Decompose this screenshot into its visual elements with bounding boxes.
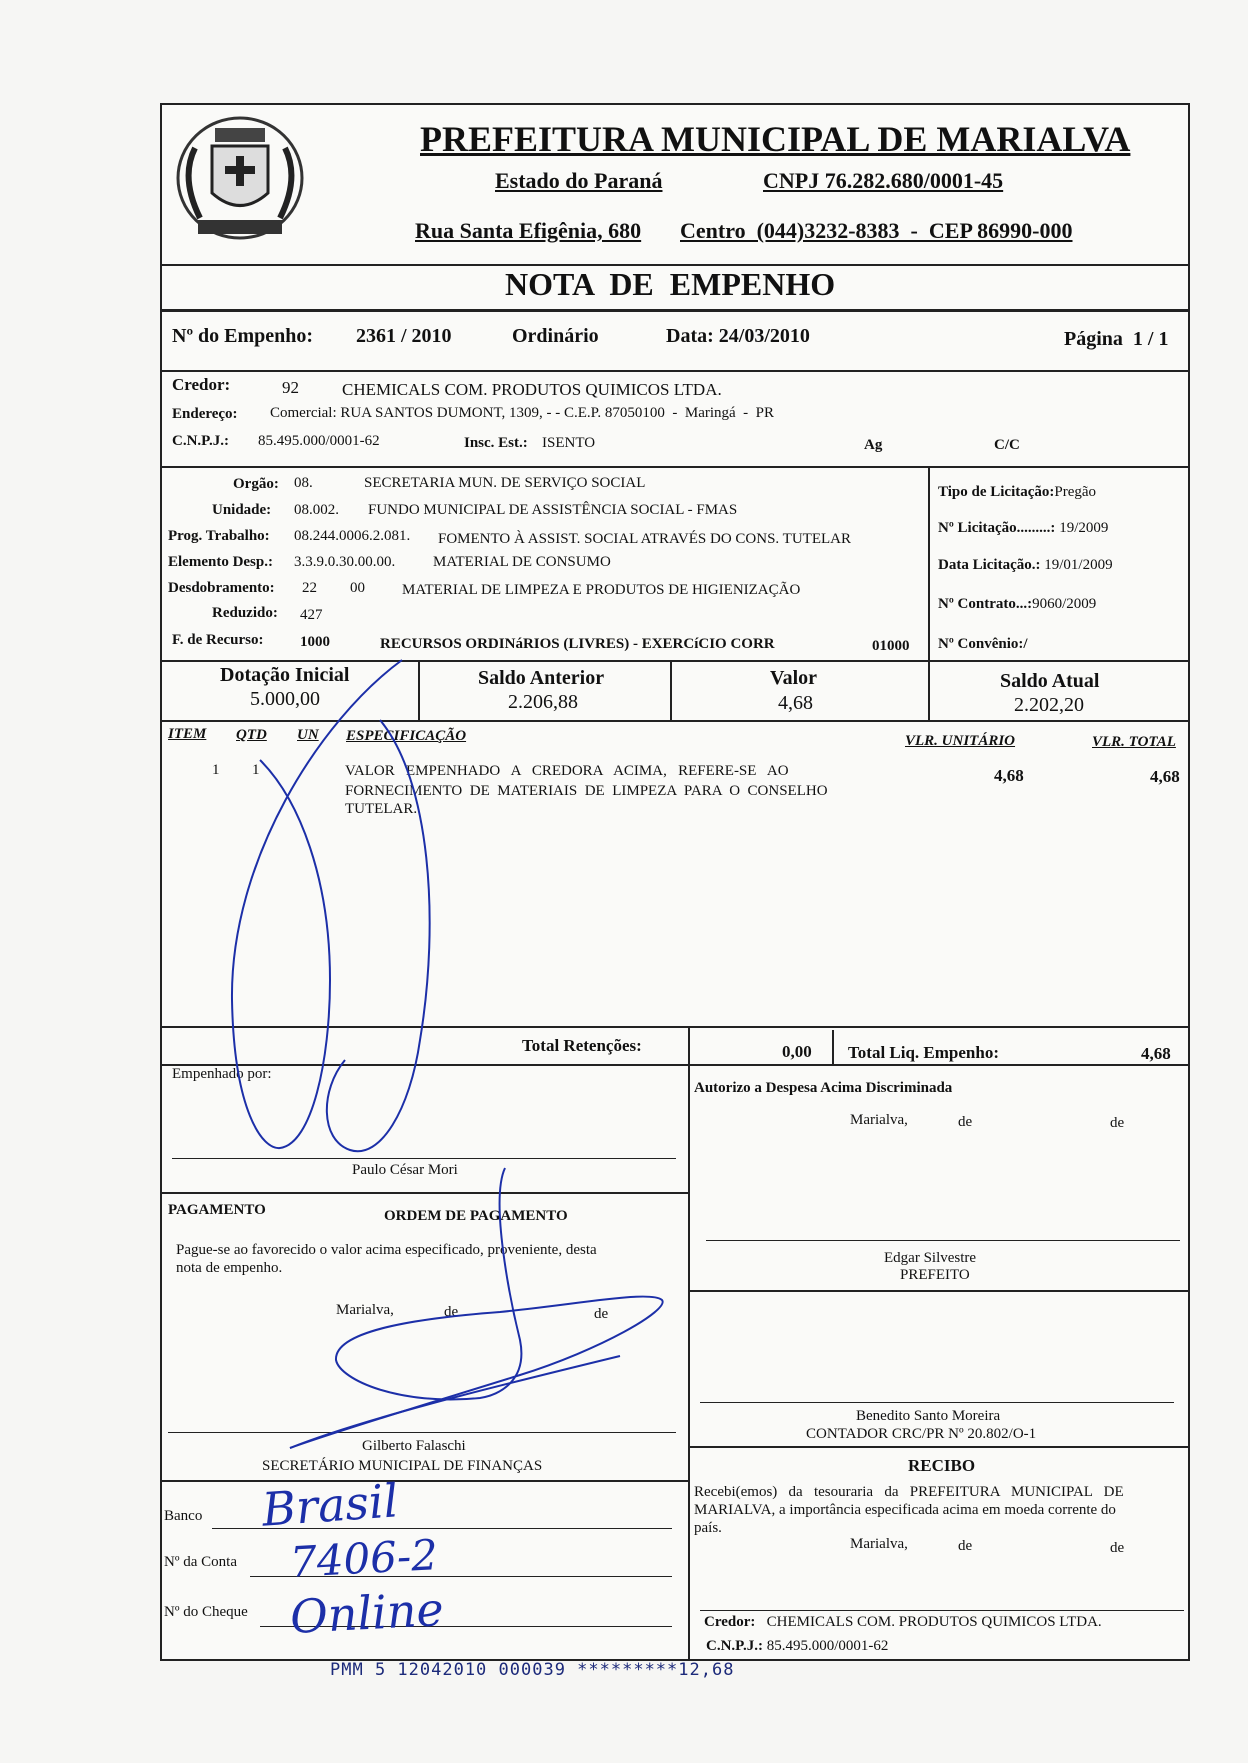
credor-cnpj: 85.495.000/0001-62 [258,433,380,449]
valor-value: 4,68 [778,692,813,714]
conta-handwritten: 7406-2 [288,1530,439,1587]
orgao-code: 08. [294,475,313,491]
autorizo-label: Autorizo a Despesa Acima Discriminada [694,1080,953,1096]
endereco-value: Comercial: RUA SANTOS DUMONT, 1309, - - C.E.P. 87050100 - Maringá - PR [270,405,775,421]
divider [160,1026,1190,1028]
autorizo-de-2: de [1110,1115,1125,1131]
unidade-name: FUNDO MUNICIPAL DE ASSISTÊNCIA SOCIAL - FMAS [368,502,738,518]
contrato-value: 9060/2009 [1032,596,1097,612]
recibo-credor [704,1614,1102,1631]
empenhado-por-label: Empenhado por: [172,1066,272,1082]
divider [418,660,420,720]
data-licitacao [938,557,1113,574]
pagamento-de-1: de [444,1304,459,1320]
data-licitacao-label: Data Licitação.: [938,557,1041,573]
unidade-label: Unidade: [212,502,272,518]
tipo-licitacao [938,484,1096,501]
recibo-cnpj-label: C.N.P.J.: [706,1638,763,1654]
saldo-anterior-value: 2.206,88 [508,691,578,713]
autorizo-place: Marialva, [850,1112,908,1128]
recibo-de-1: de [958,1538,973,1554]
divider [160,370,1190,372]
reduzido-label: Reduzido: [212,605,278,621]
saldo-anterior-label: Saldo Anterior [478,667,605,689]
prog-trabalho-code: 08.244.0006.2.081. [294,528,411,544]
divider [688,1064,690,1661]
cheque-handwritten: Online [288,1582,445,1644]
valor-label: Valor [770,667,818,689]
contador-name: Benedito Santo Moreira [856,1408,1001,1424]
col-vlr-total-header: VLR. TOTAL [1092,734,1176,750]
total-liquido-label: Total Liq. Empenho: [848,1043,999,1062]
empenhado-signer: Paulo César Mori [352,1162,458,1178]
empenho-date: Data: 24/03/2010 [666,325,810,347]
prefeito-role: PREFEITO [900,1267,970,1283]
recurso-name: RECURSOS ORDINáRIOS (LIVRES) - EXERCíCIO CORR [380,636,775,652]
recurso-code: 1000 [300,634,330,650]
total-retencoes-label: Total Retenções: [522,1036,642,1055]
pagamento-text-line2: nota de empenho. [176,1260,283,1276]
divider [160,720,1190,722]
divider [160,660,1190,662]
pagamento-place: Marialva, [336,1302,394,1318]
street-label: Rua Santa Efigênia, 680 [415,218,642,243]
total-liquido-value: 4,68 [1141,1044,1171,1063]
ordem-pagamento-label: ORDEM DE PAGAMENTO [384,1208,568,1224]
col-item-header: ITEM [168,726,207,742]
table-row-item: 1 [212,762,220,778]
contrato [938,596,1096,613]
divider [688,1446,1190,1448]
empenho-number: 2361 / 2010 [356,325,452,347]
saldo-atual-value: 2.202,20 [1014,694,1084,716]
table-row-total-value: 4,68 [1150,767,1180,786]
secretario-role: SECRETÁRIO MUNICIPAL DE FINANÇAS [262,1458,543,1474]
recurso-code-2: 01000 [872,638,910,654]
recibo-text-line3: país. [694,1520,722,1536]
numero-licitacao-label: Nº Licitação.........: [938,520,1056,536]
recibo-cnpj-value: 85.495.000/0001-62 [766,1638,889,1654]
credor-label: Credor: [172,375,231,394]
convenio-label: Nº Convênio:/ [938,636,1028,652]
divider [160,1192,690,1194]
credor-code: 92 [282,378,299,397]
empenho-type: Ordinário [512,325,599,347]
table-row-spec-line3: TUTELAR. [345,801,418,817]
total-retencoes-value: 0,00 [782,1042,812,1061]
recibo-text-line2: MARIALVA, a importância especificada acima em moeda corrente do [694,1502,1116,1518]
contact-label: Centro (044)3232-8383 - CEP 86990-000 [680,218,1073,243]
divider [832,1030,834,1064]
recibo-credor-label: Credor: [704,1614,756,1630]
saldo-atual-label: Saldo Atual [1000,670,1100,692]
divider [160,466,1190,468]
municipality-title: PREFEITURA MUNICIPAL DE MARIALVA [420,119,1131,159]
divider [670,660,672,720]
orgao-name: SECRETARIA MUN. DE SERVIÇO SOCIAL [364,475,646,491]
recibo-de-2: de [1110,1540,1125,1556]
endereco-label: Endereço: [172,406,238,422]
col-vlr-unitario-header: VLR. UNITÁRIO [905,733,1016,749]
elemento-name: MATERIAL DE CONSUMO [433,554,611,570]
signature-line [172,1158,676,1159]
empenho-number-label: Nº do Empenho: [172,325,314,347]
tipo-licitacao-label: Tipo de Licitação: [938,484,1055,500]
dotacao-inicial-label: Dotação Inicial [220,664,350,686]
secretario-name: Gilberto Falaschi [362,1438,466,1454]
prefeito-name: Edgar Silvestre [884,1250,977,1266]
divider [928,660,930,720]
insc-value: ISENTO [542,435,596,451]
banco-handwritten: Brasil [260,1473,400,1537]
elemento-label: Elemento Desp.: [168,554,273,570]
page-number: Página 1 / 1 [1064,328,1169,350]
table-row-unit-value: 4,68 [994,766,1024,785]
recibo-credor-name: CHEMICALS COM. PRODUTOS QUIMICOS LTDA. [766,1614,1102,1630]
recibo-text-line1: Recebi(emos) da tesouraria da PREFEITURA MUNICIPAL DE [694,1484,1124,1500]
signature-line [700,1610,1184,1611]
divider [160,1480,690,1482]
conta-label: Nº da Conta [164,1554,237,1570]
conta-corrente-label: C/C [994,437,1020,453]
signature-line [706,1240,1180,1241]
unidade-code: 08.002. [294,502,339,518]
pagamento-label: PAGAMENTO [168,1202,266,1218]
recibo-place: Marialva, [850,1536,908,1552]
contrato-label: Nº Contrato...: [938,596,1033,612]
signature-line [168,1432,676,1433]
divider [160,309,1190,312]
divider [928,466,930,662]
credor-name: CHEMICALS COM. PRODUTOS QUIMICOS LTDA. [342,380,722,399]
pagamento-text-line1: Pague-se ao favorecido o valor acima especificado, proveniente, desta [176,1242,597,1258]
prog-trabalho-label: Prog. Trabalho: [168,528,270,544]
desdobramento-label: Desdobramento: [168,580,275,596]
recurso-label: F. de Recurso: [172,632,264,648]
desdobramento-subcode: 00 [350,580,365,596]
recibo-label: RECIBO [908,1456,976,1475]
data-licitacao-value: 19/01/2009 [1044,557,1113,573]
elemento-code: 3.3.9.0.30.00.00. [294,554,396,570]
document-title: NOTA DE EMPENHO [505,266,836,302]
table-row-spec-line2: FORNECIMENTO DE MATERIAIS DE LIMPEZA PARA O CONSELHO [345,783,828,799]
divider [688,1026,690,1064]
payment-stamp: PMM 5 12042010 000039 *********12,68 [330,1660,735,1680]
divider [688,1064,1190,1066]
table-row-qtd: 1 [252,762,260,778]
numero-licitacao [938,520,1108,537]
divider [688,1290,1190,1292]
table-row-spec-line1: VALOR EMPENHADO A CREDORA ACIMA, REFERE-SE AO [345,763,789,779]
cnpj-label: C.N.P.J.: [172,433,229,449]
pagamento-de-2: de [594,1306,609,1322]
recibo-cnpj [706,1638,888,1655]
col-especificacao-header: ESPECIFICAÇÃO [346,728,467,744]
contador-role: CONTADOR CRC/PR Nº 20.802/O-1 [806,1426,1037,1442]
signature-line [700,1402,1174,1403]
coat-of-arms-icon [170,108,310,248]
banco-label: Banco [164,1508,203,1524]
col-un-header: UN [297,727,319,743]
numero-licitacao-value: 19/2009 [1059,520,1109,536]
prog-trabalho-name: FOMENTO À ASSIST. SOCIAL ATRAVÉS DO CONS. TUTELAR [438,531,851,547]
orgao-label: Orgão: [233,476,279,492]
insc-label: Insc. Est.: [464,435,528,451]
cnpj-label: CNPJ 76.282.680/0001-45 [763,168,1004,193]
reduzido-value: 427 [300,607,323,623]
autorizo-de-1: de [958,1114,973,1130]
dotacao-inicial-value: 5.000,00 [250,688,320,710]
desdobramento-name: MATERIAL DE LIMPEZA E PRODUTOS DE HIGIENIZAÇÃO [402,582,801,598]
state-label: Estado do Paraná [495,168,663,193]
tipo-licitacao-value: Pregão [1054,484,1097,500]
cheque-label: Nº do Cheque [164,1604,248,1620]
col-qtd-header: QTD [236,727,267,743]
agencia-label: Ag [864,437,883,453]
desdobramento-code: 22 [302,580,317,596]
